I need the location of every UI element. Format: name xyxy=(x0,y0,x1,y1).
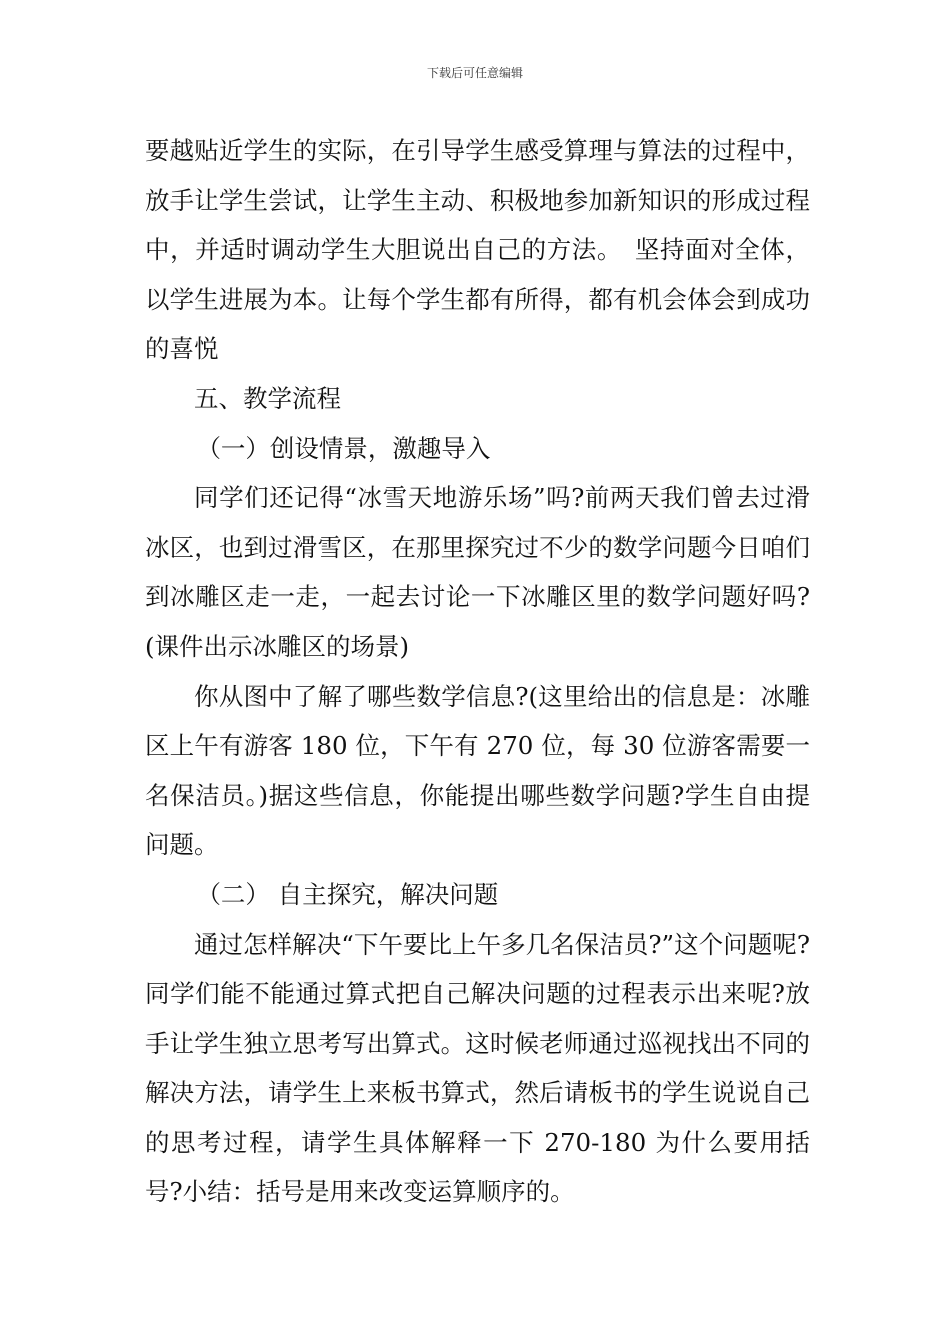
paragraph-info: 你从图中了解了哪些数学信息?(这里给出的信息是：冰雕区上午有游客 180 位，下午有 270 位，每 30 位游客需要一名保洁员。)据这些信息，你能提出哪些数学问题?学生自由提问题。 xyxy=(145,681,810,860)
page-header: 下载后可任意编辑 xyxy=(426,66,523,80)
subsection-heading-2: （二） 自主探究，解决问题 xyxy=(196,879,499,909)
document-body xyxy=(145,126,810,1217)
section-heading: 五、教学流程 xyxy=(194,383,341,413)
paragraph-explore: 通过怎样解决“下午要比上午多几名保洁员?”这个问题呢?同学们能不能通过算式把自己解决问题的过程表示出来呢?放手让学生独立思考写出算式。这时候老师通过巡视找出不同的解决方法，请学生上来板书算式，然后请板书的学生说说自己的思考过程，请学生具体解释一下 270-180 为什么要用括号?小结：括号是用来改变运算顺序的。 xyxy=(145,929,810,1207)
paragraph-continuation: 要越贴近学生的实际，在引导学生感受算理与算法的过程中，放手让学生尝试，让学生主动、积极地参加新知识的形成过程中，并适时调动学生大胆说出自己的方法。 坚持面对全体，以学生进展为本。让每个学生都有所得，都有机会体会到成功的喜悦 xyxy=(145,136,810,364)
paragraph-intro: 同学们还记得“冰雪天地游乐场”吗?前两天我们曾去过滑冰区，也到过滑雪区，在那里探究过不少的数学问题今日咱们到冰雕区走一走，一起去讨论一下冰雕区里的数学问题好吗?(课件出示冰雕区的场景) xyxy=(145,483,810,661)
subsection-heading-1: （一）创设情景，激趣导入 xyxy=(196,433,491,463)
